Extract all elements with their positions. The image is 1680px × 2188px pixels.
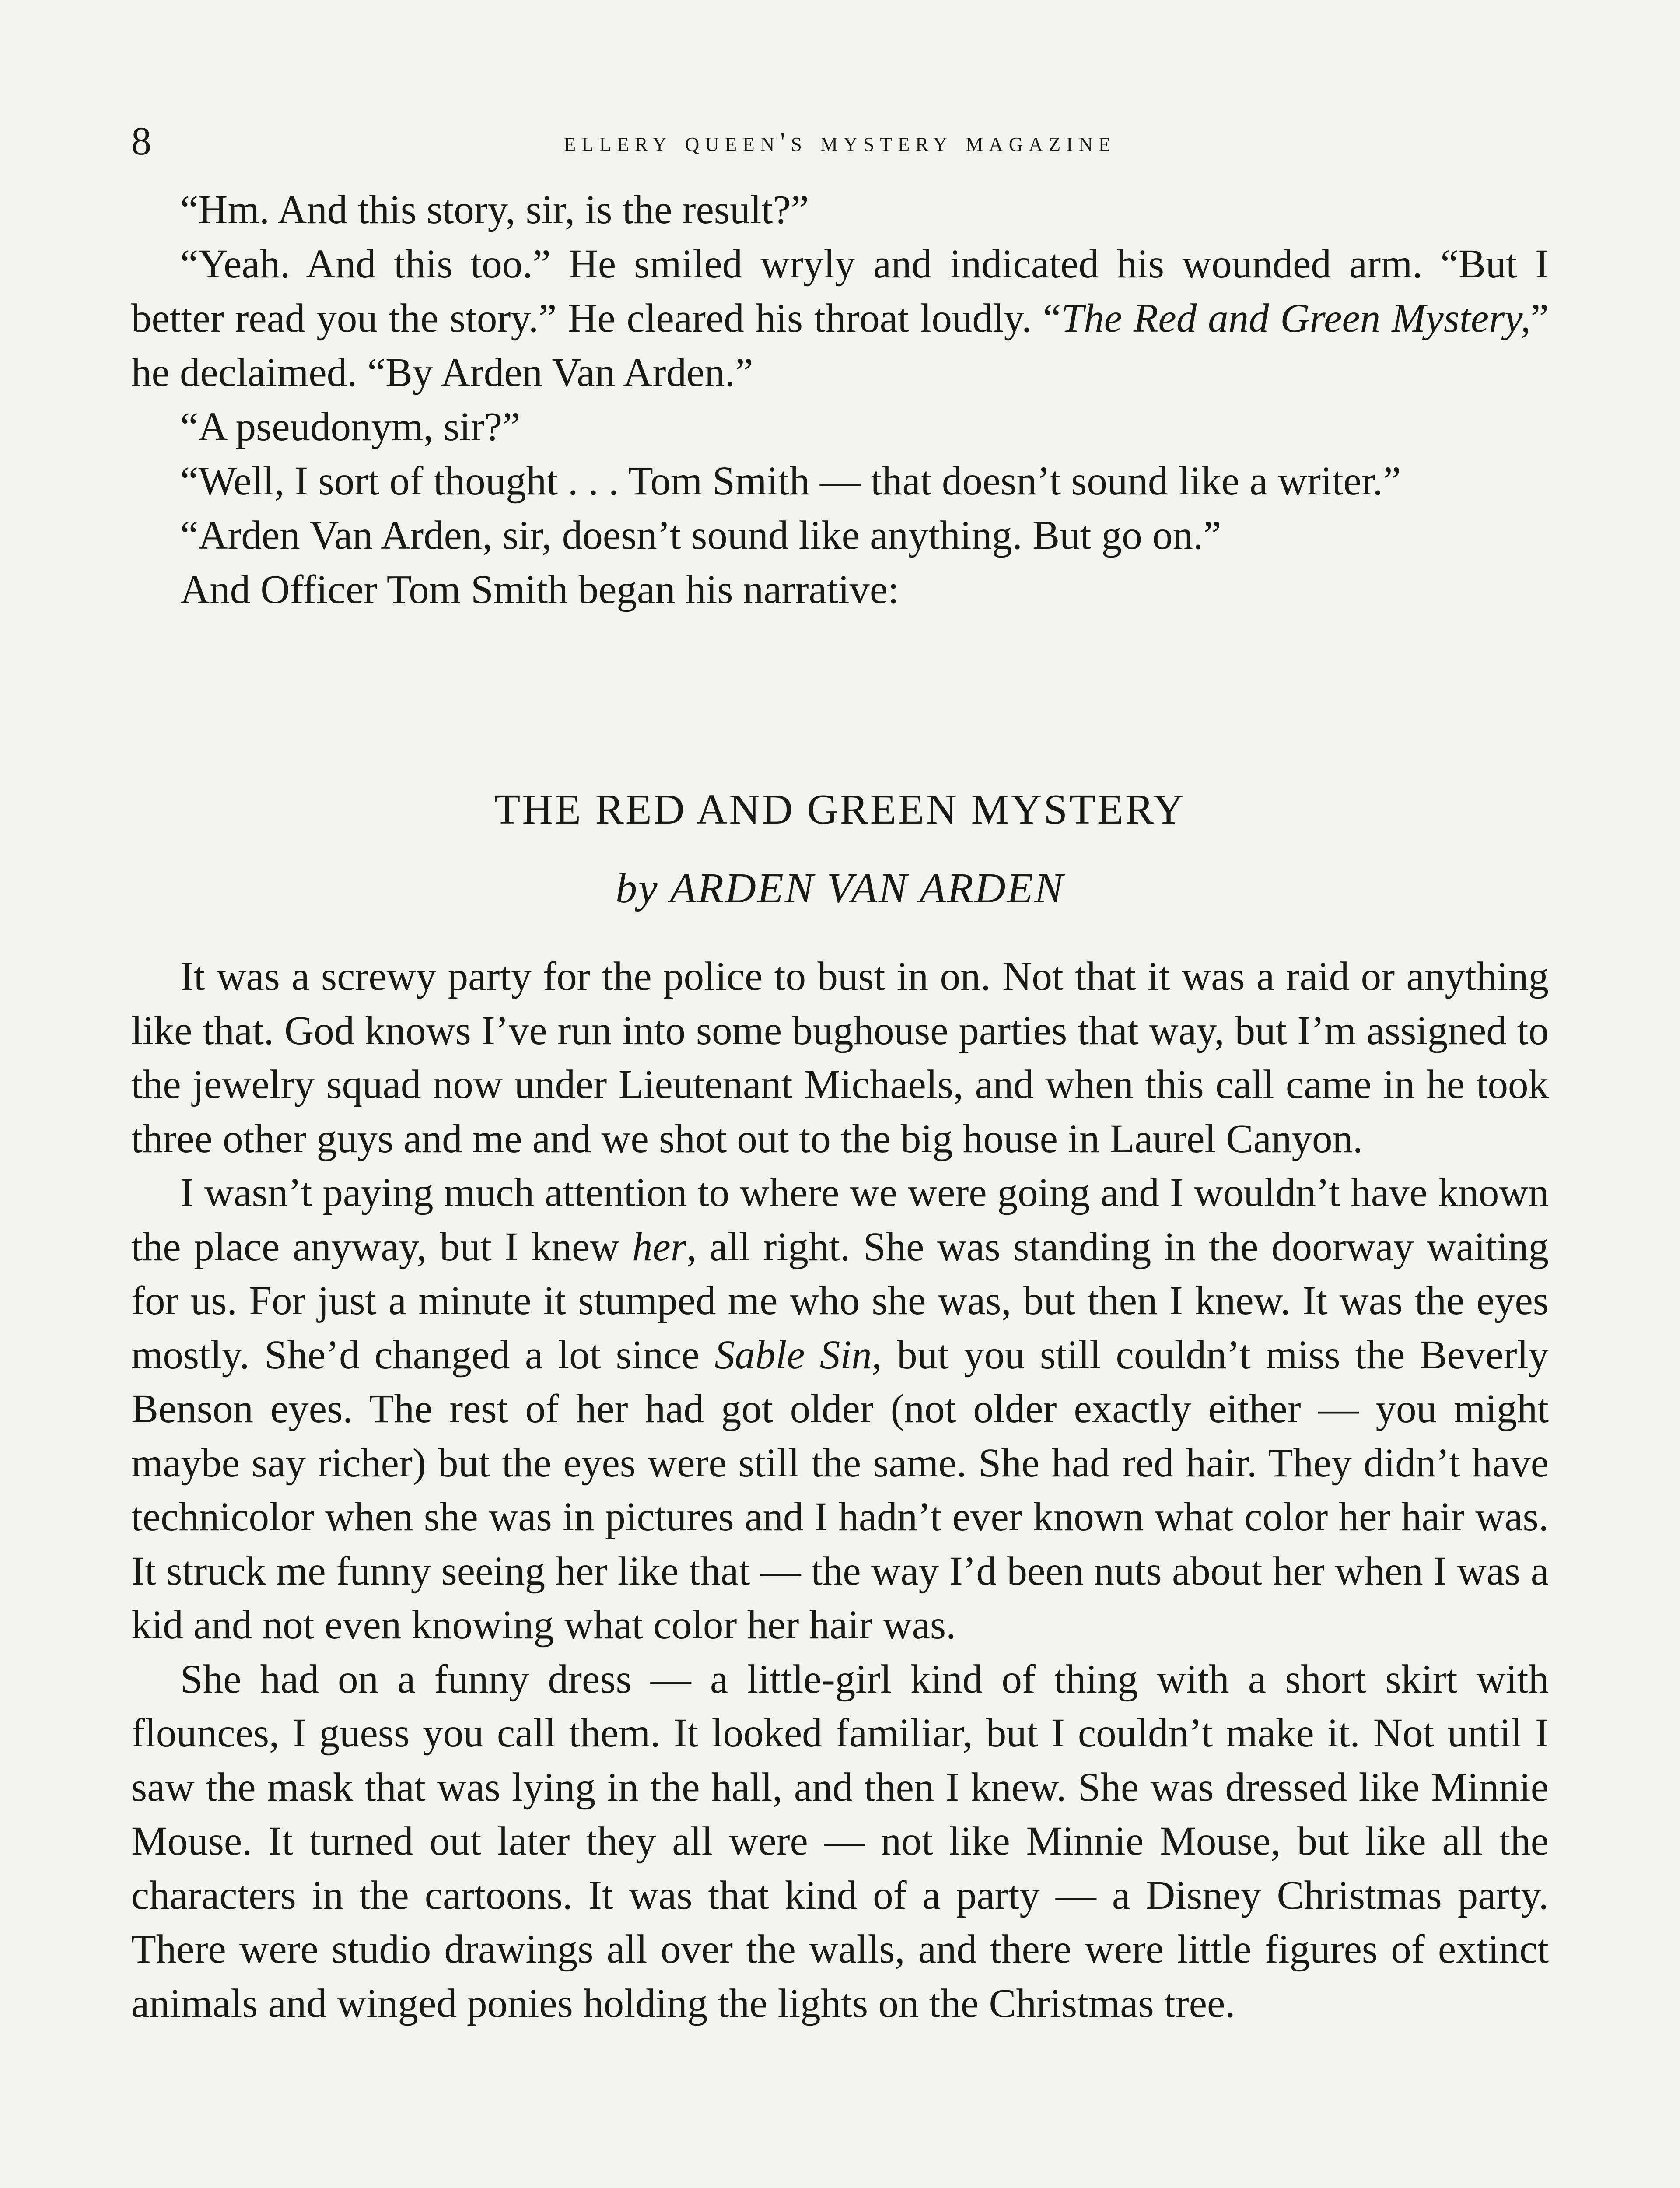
italic-emphasis: her [632, 1224, 686, 1269]
italic-film-title: Sable Sin [714, 1332, 872, 1378]
paragraph: “Arden Van Arden, sir, doesn’t sound like anything. But go on.” [180, 513, 1222, 558]
story-title: THE RED AND GREEN MYSTERY [494, 786, 1186, 833]
paragraph: “A pseudonym, sir?” [180, 404, 521, 449]
story-byline: by ARDEN VAN ARDEN [616, 865, 1064, 912]
paragraph: “Hm. And this story, sir, is the result?” [180, 187, 809, 232]
paragraph: It was a screwy party for the police to bust in on. Not that it was a raid or anything like that. God knows I’ve run into some bughouse parties that way, but I’m assigned to the jewelry squad now under Lieutenant Michaels, and when this call came in he took three other guys and me and we shot out to the big house in Laurel Canyon. [131, 954, 1549, 1161]
paragraph: “Yeah. And this too.” He smiled wryly and indicated his wounded arm. “But I better read you the story.” He cleared his throat loudly. “The Red and Green Mystery,” he declaimed. “By Arden Van Arden.” [131, 242, 1549, 395]
story-text [131, 950, 1549, 2030]
paragraph: I wasn’t paying much attention to where we were going and I wouldn’t have known the place anyway, but I knew her, all right. She was standing in the doorway waiting for us. For just a minute it stumped me who she was, but then I knew. It was the eyes mostly. She’d changed a lot since Sable Sin, but you still couldn’t miss the Beverly Benson eyes. The rest of her had got older (not older exactly either — you might maybe say richer) but the eyes were still the same. She had red hair. They didn’t have technicolor when she was in pictures and I hadn’t ever known what color her hair was. It struck me funny seeing her like that — the way I’d been nuts about her when I was a kid and not even knowing what color her hair was. [131, 1170, 1549, 1648]
running-head [131, 115, 1549, 167]
page-number: 8 [131, 119, 151, 163]
paragraph: She had on a funny dress — a little-girl kind of thing with a short skirt with flounces, I guess you call them. It looked familiar, but I couldn’t make it. Not until I saw the mask that was lying in the hall, and then I knew. She was dressed like Minnie Mouse. It turned out later they all were — not like Minnie Mouse, but like all the characters in the cartoons. It was that kind of a party — a Disney Christmas party. There were studio drawings all over the walls, and there were little figures of extinct animals and winged ponies holding the lights on the Christmas tree. [131, 1656, 1549, 2026]
running-title: ellery queen's mystery magazine [564, 126, 1116, 157]
paragraph: “Well, I sort of thought . . . Tom Smith — that doesn’t sound like a writer.” [180, 459, 1401, 504]
intro-text [131, 183, 1549, 617]
italic-story-title: The Red and Green Mystery, [1061, 296, 1531, 341]
paragraph: And Officer Tom Smith began his narrative: [180, 567, 900, 612]
